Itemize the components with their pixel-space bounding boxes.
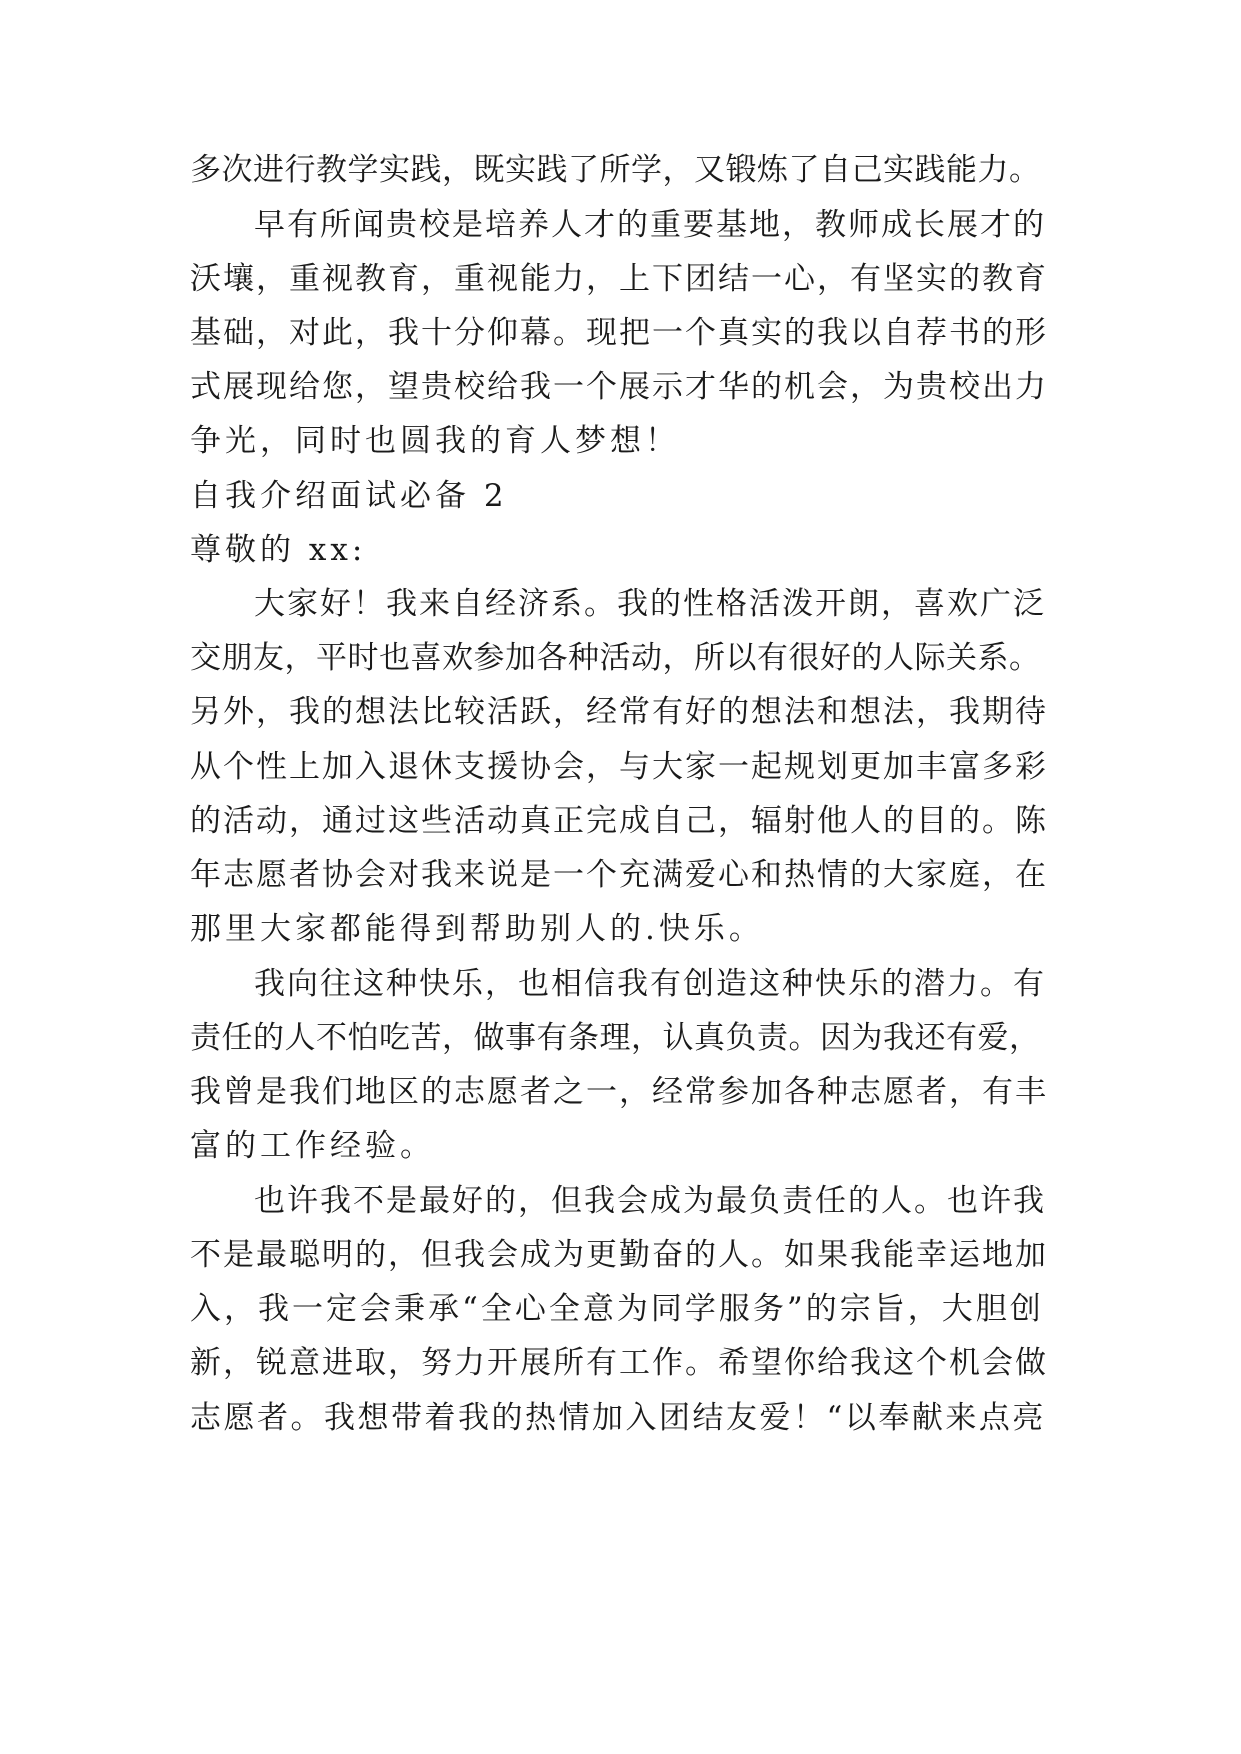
text-line: 的活动，通过这些活动真正完成自己，辐射他人的目的。陈: [190, 803, 1048, 839]
text-line: 新，锐意进取，努力开展所有工作。希望你给我这个机会做: [190, 1345, 1048, 1381]
text-line: 我曾是我们地区的志愿者之一，经常参加各种志愿者，有丰: [190, 1074, 1048, 1110]
text-line: 我向往这种快乐，也相信我有创造这种快乐的潜力。有: [254, 966, 1046, 1002]
text-line: 早有所闻贵校是培养人才的重要基地，教师成长展才的: [254, 207, 1046, 243]
text-line: 志愿者。我想带着我的热情加入团结友爱！“以奉献来点亮: [190, 1400, 1046, 1436]
text-line: 责任的人不怕吃苦，做事有条理，认真负责。因为我还有爱，: [190, 1020, 1041, 1056]
text-line: 年志愿者协会对我来说是一个充满爱心和热情的大家庭，在: [190, 857, 1048, 893]
text-line: 式展现给您，望贵校给我一个展示才华的机会，为贵校出力: [190, 369, 1048, 405]
text-line: 大家好！我来自经济系。我的性格活泼开朗，喜欢广泛: [254, 586, 1046, 622]
section-heading: 自我介绍面试必备 2: [190, 478, 508, 514]
text-line: 另外，我的想法比较活跃，经常有好的想法和想法，我期待: [190, 694, 1048, 730]
text-line: 沃壤，重视教育，重视能力，上下团结一心，有坚实的教育: [190, 261, 1048, 297]
text-line: 争光，同时也圆我的育人梦想！: [190, 423, 680, 459]
text-line: 富的工作经验。: [190, 1128, 435, 1164]
text-line: 多次进行教学实践，既实践了所学，又锻炼了自己实践能力。: [190, 152, 1041, 188]
text-line: 不是最聪明的，但我会成为更勤奋的人。如果我能幸运地加: [190, 1237, 1048, 1273]
text-line: 也许我不是最好的，但我会成为最负责任的人。也许我: [254, 1183, 1046, 1219]
salutation: 尊敬的 xx:: [190, 532, 367, 568]
text-line: 入，我一定会秉承“全心全意为同学服务”的宗旨，大胆创: [190, 1291, 1044, 1327]
text-line: 从个性上加入退休支援协会，与大家一起规划更加丰富多彩: [190, 749, 1048, 785]
text-line: 那里大家都能得到帮助别人的.快乐。: [190, 911, 764, 947]
text-line: 交朋友，平时也喜欢参加各种活动，所以有很好的人际关系。: [190, 640, 1041, 676]
text-line: 基础，对此，我十分仰幕。现把一个真实的我以自荐书的形: [190, 315, 1048, 351]
